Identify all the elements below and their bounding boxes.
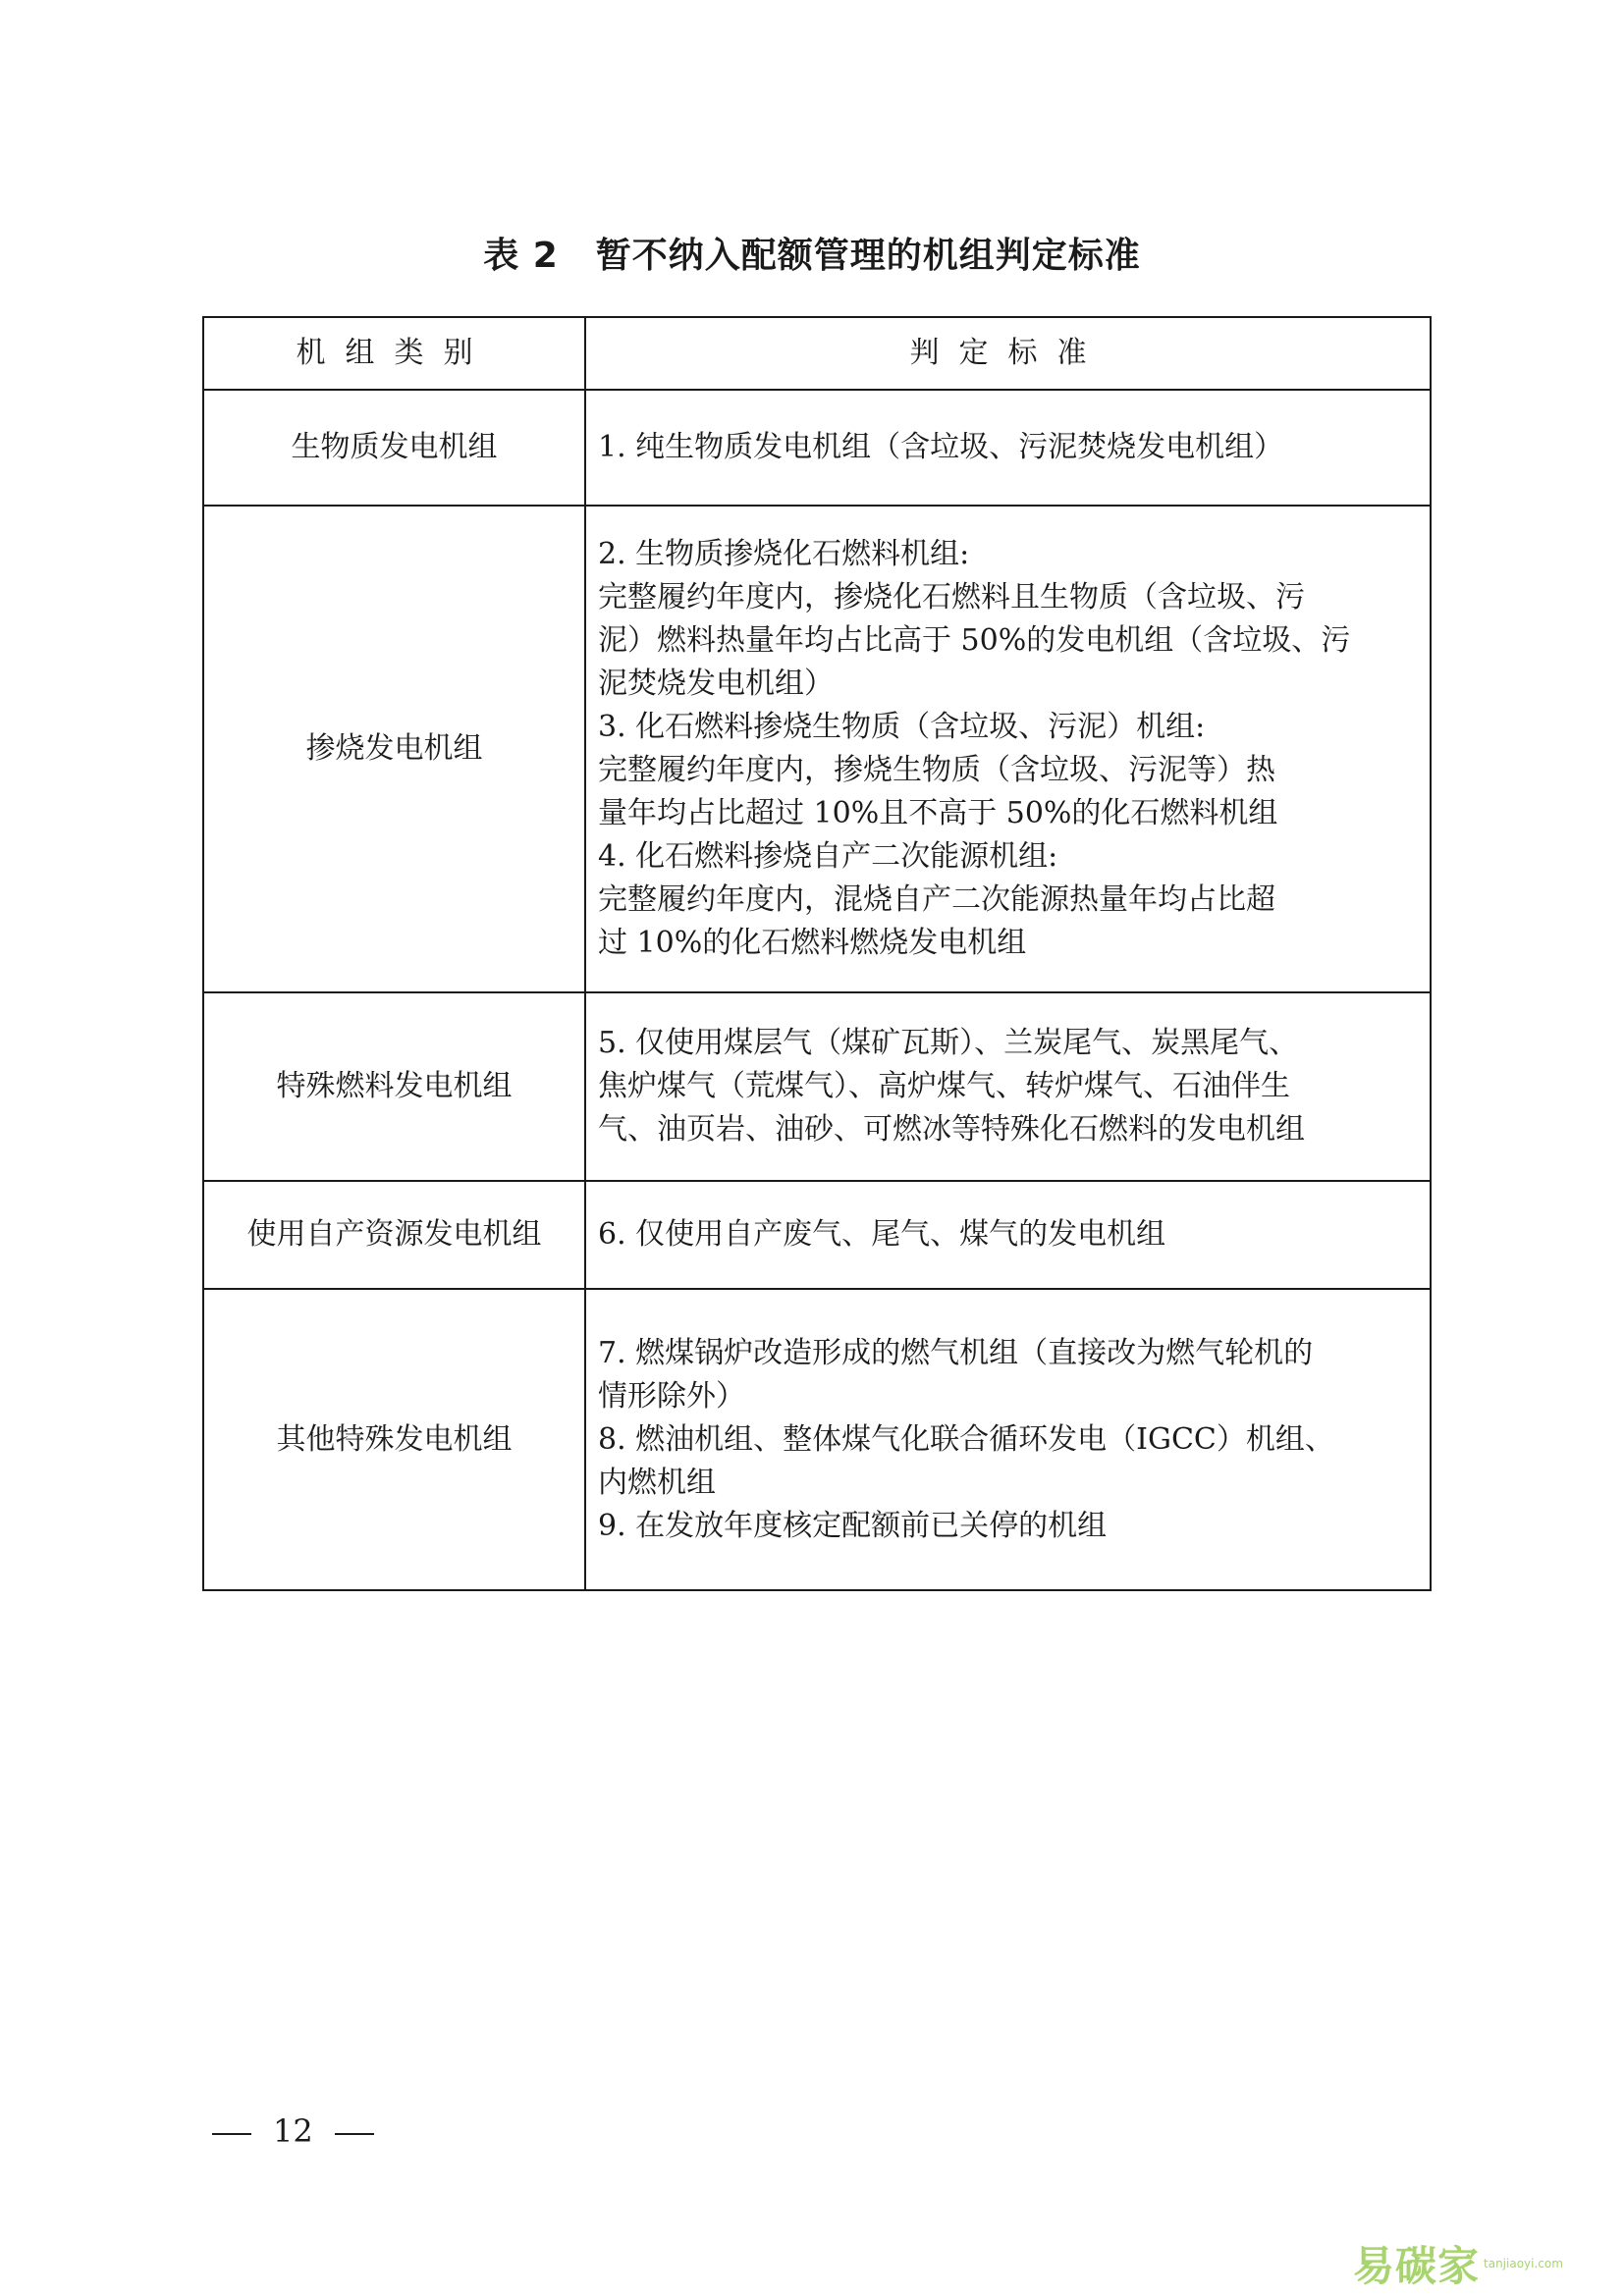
criteria-line: 过 10%的化石燃料燃烧发电机组 [598, 926, 1027, 960]
criteria-line: 2. 生物质掺烧化石燃料机组: [598, 537, 970, 571]
watermark-brand: 易碳家 [1353, 2242, 1481, 2290]
criteria-line: 7. 燃煤锅炉改造形成的燃气机组（直接改为燃气轮机的 [598, 1335, 1314, 1370]
watermark-domain: tanjiaoyi.com [1484, 2257, 1563, 2270]
criteria-line: 泥）燃料热量年均占比高于 50%的发电机组（含垃圾、污 [598, 623, 1351, 658]
page-number [212, 2112, 374, 2150]
row-criteria [585, 992, 1431, 1181]
criteria-line: 6. 仅使用自产废气、尾气、煤气的发电机组 [598, 1217, 1166, 1252]
criteria-line: 泥焚烧发电机组） [598, 667, 834, 701]
page-dash-left [212, 2133, 251, 2135]
table-row [203, 1289, 1431, 1590]
criteria-line: 内燃机组 [598, 1465, 716, 1500]
row-category: 特殊燃料发电机组 [203, 992, 585, 1181]
table-number: 表 2 [483, 236, 559, 276]
table-title-text: 暂不纳入配额管理的机组判定标准 [595, 236, 1141, 276]
criteria-line: 5. 仅使用煤层气（煤矿瓦斯）、兰炭尾气、炭黑尾气、 [598, 1026, 1299, 1060]
criteria-line: 3. 化石燃料掺烧生物质（含垃圾、污泥）机组: [598, 710, 1206, 744]
row-criteria [585, 1289, 1431, 1590]
criteria-line: 完整履约年度内，掺烧化石燃料且生物质（含垃圾、污 [598, 580, 1305, 614]
row-criteria [585, 1181, 1431, 1289]
criteria-line: 1. 纯生物质发电机组（含垃圾、污泥焚烧发电机组） [598, 430, 1284, 464]
watermark-logo [1353, 2240, 1589, 2290]
criteria-line: 完整履约年度内，混烧自产二次能源热量年均占比超 [598, 882, 1275, 917]
criteria-line: 完整履约年度内，掺烧生物质（含垃圾、污泥等）热 [598, 753, 1275, 787]
criteria-line: 情形除外） [598, 1378, 745, 1414]
page-dash-right [335, 2133, 374, 2135]
header-criteria: 判定标准 [585, 317, 1431, 390]
row-criteria [585, 390, 1431, 506]
row-category: 使用自产资源发电机组 [203, 1181, 585, 1289]
table-title [0, 228, 1624, 278]
criteria-table [202, 316, 1432, 1591]
criteria-line: 焦炉煤气（荒煤气）、高炉煤气、转炉煤气、石油伴生 [598, 1069, 1290, 1103]
table-header-row [203, 317, 1431, 390]
table-row [203, 1181, 1431, 1289]
criteria-line: 8. 燃油机组、整体煤气化联合循环发电（IGCC）机组、 [598, 1421, 1334, 1457]
criteria-line: 4. 化石燃料掺烧自产二次能源机组: [598, 839, 1058, 874]
table-row [203, 506, 1431, 992]
table-row [203, 992, 1431, 1181]
row-criteria [585, 506, 1431, 992]
header-category: 机组类别 [203, 317, 585, 390]
table-row [203, 390, 1431, 506]
row-category: 生物质发电机组 [203, 390, 585, 506]
row-category: 其他特殊发电机组 [203, 1289, 585, 1590]
criteria-line: 气、油页岩、油砂、可燃冰等特殊化石燃料的发电机组 [598, 1112, 1305, 1147]
criteria-line: 量年均占比超过 10%且不高于 50%的化石燃料机组 [598, 796, 1278, 830]
row-category: 掺烧发电机组 [203, 506, 585, 992]
page-number-value: 12 [273, 2112, 313, 2150]
criteria-line: 9. 在发放年度核定配额前已关停的机组 [598, 1508, 1108, 1543]
